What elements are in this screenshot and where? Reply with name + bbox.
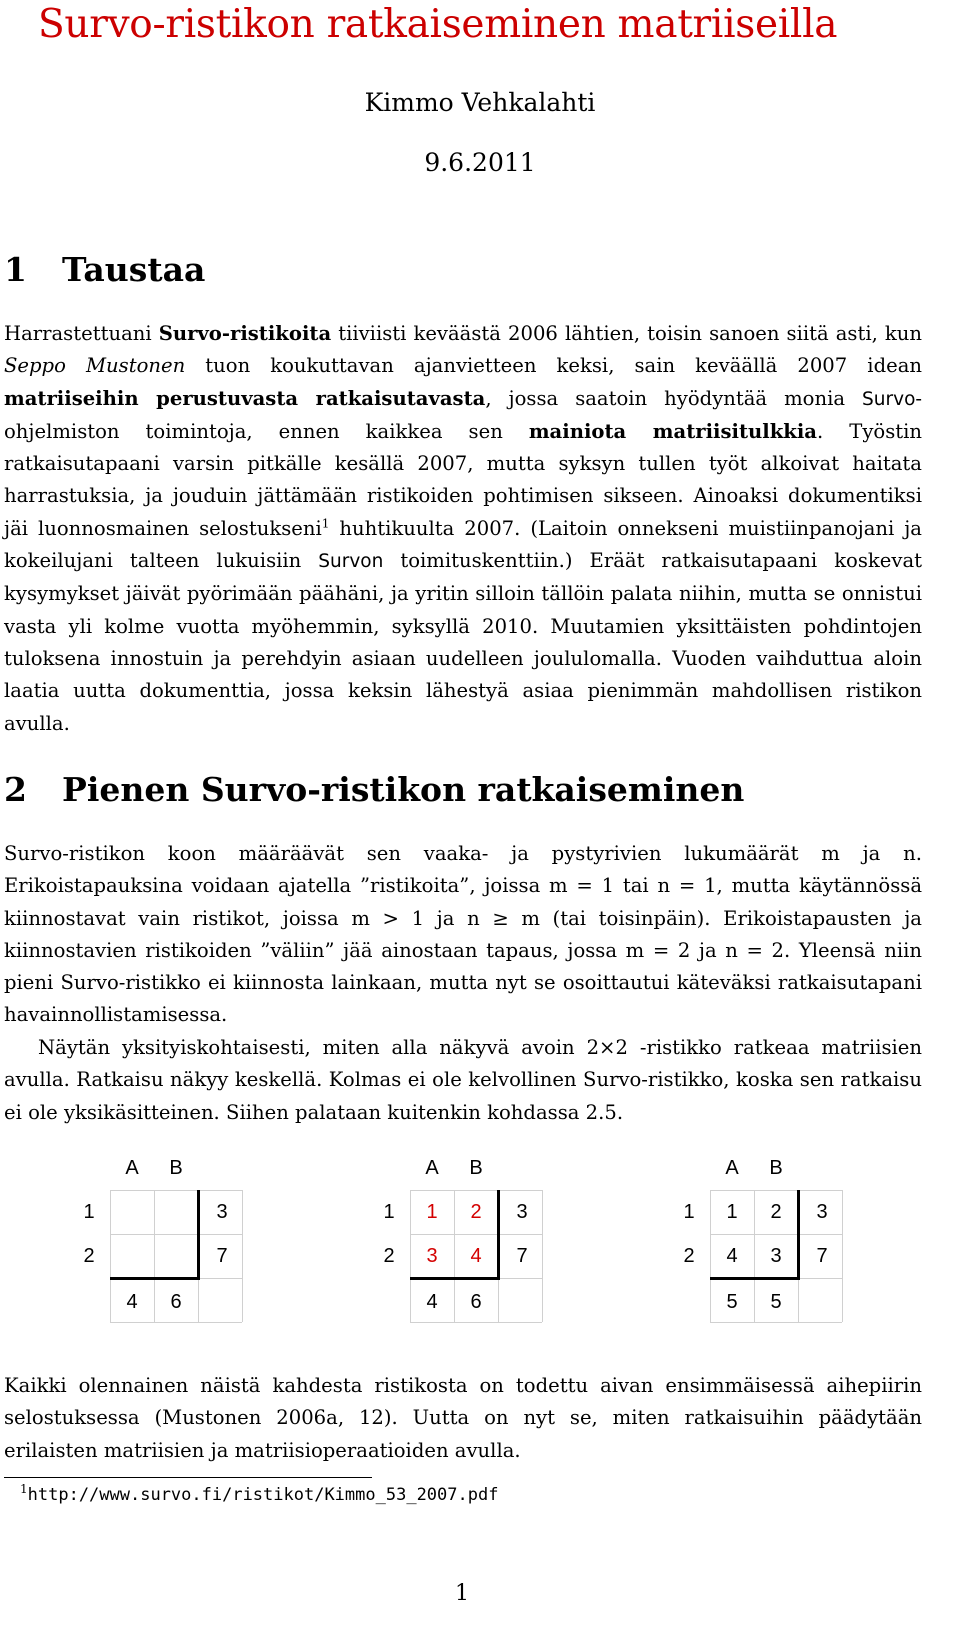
page-number: 1 [455,1581,469,1606]
column-header: B [769,1157,783,1179]
footnote [20,1484,498,1505]
column-sum: 6 [170,1291,182,1313]
grid-cell [154,1190,198,1234]
column-header: A [425,1157,439,1179]
column-sum: 5 [726,1291,738,1313]
section-number: 1 [4,250,27,289]
section-title: Taustaa [62,250,206,289]
grid-cell: 1 [426,1201,438,1223]
section-1-paragraph: Harrastettuani Survo-ristikoita tiiviisti keväästä 2006 lähtien, toisin sanoen siitä asti, kun Seppo Mustonen tuon koukuttavan ajanvietteen keksi, sain keväällä 2007 idean matriiseihin perustuvasta ratkaisutavasta, jossa saatoin hyödyntää monia Survo-ohjelmiston toimintoja, ennen kaikkea sen mainiota matriisitulkkia. Työstin ratkaisutapaani varsin pitkälle kesällä 2007, mutta syksyn tullen työt alkoivat haitata harrastuksia, ja jouduin jättämään ristikoiden pohtimisen sikseen. Ainoaksi dokumentiksi jäi luonnosmainen selostukseni$^1$ huhtikuulta 2007. (Laitoin onnekseni muistiinpanojani ja kokeilujani talteen lukuisiin Survon toimituskenttiin.) Eräät ratkaisutapaani koskevat kysymykset jäivät pyörimään päähäni, ja yritin silloin tällöin palata niihin, mutta se onnistui vasta yli kolme vuotta myöhemmin, syksyllä 2010. Muutamien yksittäisten pohdintojen tuloksena innostuin ja perehdyin asiaan uudelleen joululomalla. Vuoden vaihduttua aloin laatia uutta dokumenttia, jossa keksin lähestyä asiaa pienimmän mahdollisen ristikon avulla. [4,322,923,735]
grid-cell: 2 [770,1201,782,1223]
column-sum: 6 [470,1291,482,1313]
survo-grid-1 [80,1150,260,1330]
row-sum: 3 [516,1201,528,1223]
date: 9.6.2011 [424,148,536,177]
row-label: 2 [383,1245,395,1267]
grid-cell: 3 [770,1245,782,1267]
row-label: 1 [383,1201,395,1223]
document-title: Survo-ristikon ratkaiseminen matriiseilla [38,2,838,47]
grid-cell: 3 [426,1245,438,1267]
bold-phrase: Survo-ristikoita [158,322,332,345]
grid-cell: 4 [726,1245,738,1267]
column-header: B [469,1157,483,1179]
column-header: B [169,1157,183,1179]
grid-cell: 1 [726,1201,738,1223]
section-1-heading [4,250,205,289]
section-2-paragraph-2: Näytän yksityiskohtaisesti, miten alla näkyvä avoin 2×2 -ristikko ratkeaa matriisien avulla. Ratkaisu näkyy keskellä. Kolmas ei ole kelvollinen Survo-ristikko, koska sen ratkaisu ei ole yksikäsitteinen. Siihen palataan kuitenkin kohdassa 2.5. [4,1036,922,1124]
section-2-heading [4,770,744,809]
software-name: Survo [862,388,916,410]
column-header: A [725,1157,739,1179]
row-label: 1 [83,1201,95,1223]
row-label: 2 [83,1245,95,1267]
author-name: Seppo Mustonen [4,354,186,378]
row-sum: 3 [816,1201,828,1223]
column-sum: 5 [770,1291,782,1313]
row-sum: 7 [816,1245,828,1267]
footnote-rule [4,1477,372,1478]
grid-cell [110,1234,154,1278]
column-header: A [125,1157,139,1179]
section-title: Pienen Survo-ristikon ratkaiseminen [62,770,745,809]
footnote-mark: 1 [321,516,330,531]
survo-grid-2 [380,1150,560,1330]
column-sum: 4 [126,1291,138,1313]
row-label: 2 [683,1245,695,1267]
section-2-paragraph-3: Kaikki olennainen näistä kahdesta ristikosta on todettu aivan ensimmäisessä aihepiirin selostuksessa (Mustonen 2006a, 12). Uutta on nyt se, miten ratkaisuihin päädytään erilaisten matriisien ja matriisioperaatioiden avulla. [4,1374,922,1462]
column-sum: 4 [426,1291,438,1313]
row-sum: 7 [516,1245,528,1267]
software-name: Survon [318,551,384,573]
bold-phrase: mainiota matriisitulkkia [528,419,818,443]
row-label: 1 [683,1201,695,1223]
row-sum: 7 [216,1245,228,1267]
grid-cell [154,1234,198,1278]
bold-phrase: matriiseihin perustuvasta ratkaisutavasta [4,386,486,410]
grid-cell: 2 [470,1201,482,1223]
grid-cell [110,1190,154,1234]
grid-cell: 4 [470,1245,482,1267]
footnote-mark: 1 [20,1482,28,1496]
author: Kimmo Vehkalahti [364,88,596,117]
section-2-paragraph-1: Survo-ristikon koon määräävät sen vaaka- ja pystyrivien lukumäärät m ja n. Erikoistapauksina voidaan ajatella ”ristikoita”, joissa m = 1 tai n = 1, mutta käytännössä kiinnostavat vain ristikot, joissa m > 1 ja n ≥ m (tai toisinpäin). Erikoistapausten ja kiinnostavien ristikoiden ”väliin” jää ainostaan tapaus, jossa m = 2 ja n = 2. Yleensä niin pieni Survo-ristikko ei kiinnosta lainkaan, mutta nyt se osoittautui käteväksi ratkaisutapani havainnollistamisessa. [4,842,922,1027]
footnote-url[interactable]: http://www.survo.fi/ristikot/Kimmo_53_2007.pdf [27,1485,499,1505]
survo-grid-3 [680,1150,860,1330]
section-number: 2 [4,770,27,809]
row-sum: 3 [216,1201,228,1223]
